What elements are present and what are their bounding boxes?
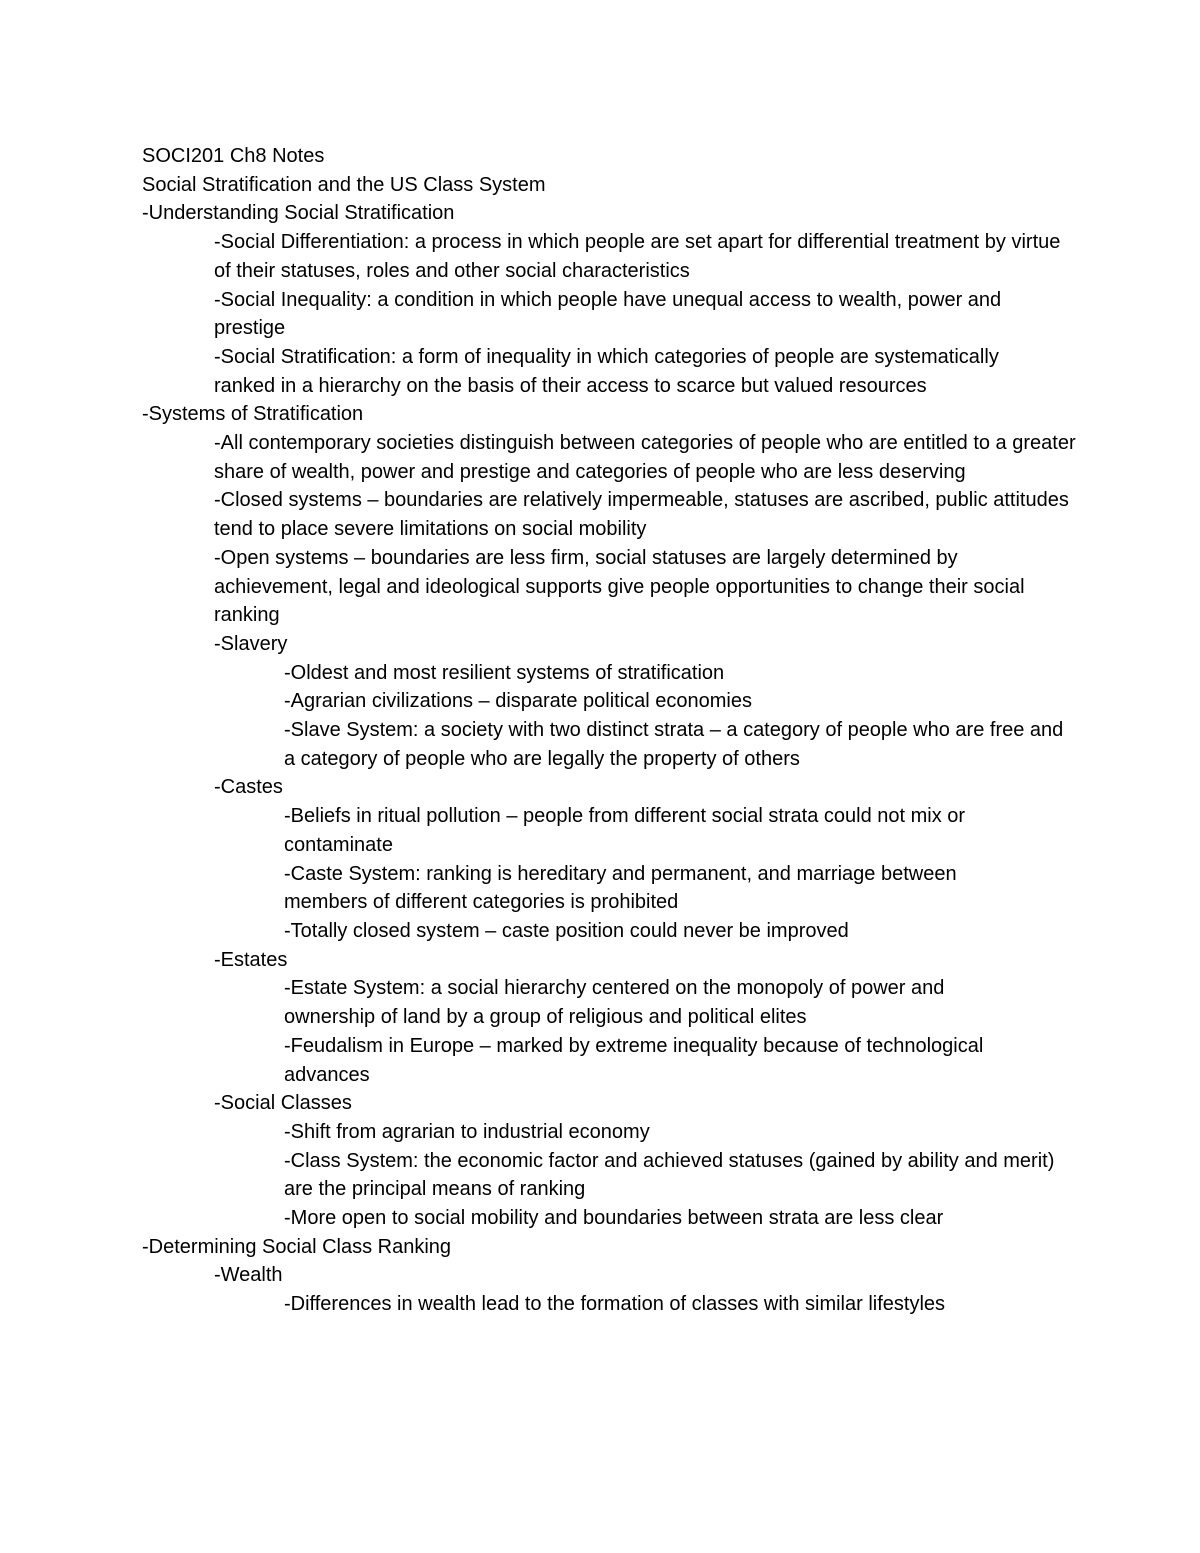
note-item: -Slave System: a society with two distinct strata – a category of people who are free and a category of people who are legally the property of others	[284, 719, 1064, 770]
document-title: SOCI201 Ch8 Notes	[142, 145, 325, 167]
subsection-heading-social-classes: -Social Classes	[214, 1092, 352, 1115]
note-item: -Differences in wealth lead to the formation of classes with similar lifestyles	[284, 1293, 946, 1316]
note-item: -Social Inequality: a condition in which people have unequal access to wealth, power and prestige	[214, 288, 1002, 340]
note-item: -Agrarian civilizations – disparate political economies	[284, 690, 752, 713]
note-item: -Estate System: a social hierarchy centered on the monopoly of power and ownership of land by a group of religious and political elites	[284, 977, 945, 1029]
note-item: -Open systems – boundaries are less firm, social statuses are largely determined by achievement, legal and ideological supports give people opportunities to change their social ranking	[214, 546, 1025, 627]
note-item: -Feudalism in Europe – marked by extreme inequality because of technological advances	[284, 1034, 984, 1086]
document-body	[142, 142, 1082, 1319]
note-item: -Social Stratification: a form of inequality in which categories of people are systematically ranked in a hierarchy on the basis of their access to scarce but valued resources	[214, 345, 999, 397]
note-item: -Beliefs in ritual pollution – people from different social strata could not mix or contaminate	[284, 805, 966, 856]
note-item: -Shift from agrarian to industrial economy	[284, 1120, 650, 1143]
subsection-heading-wealth: -Wealth	[214, 1264, 283, 1287]
subsection-heading-estates: -Estates	[214, 948, 288, 971]
note-item: -Closed systems – boundaries are relatively impermeable, statuses are ascribed, public attitudes tend to place severe limitations on social mobility	[214, 489, 1069, 541]
note-item: -Caste System: ranking is hereditary and permanent, and marriage between members of different categories is prohibited	[284, 862, 957, 914]
section-heading-systems: -Systems of Stratification	[142, 403, 364, 426]
subsection-heading-slavery: -Slavery	[214, 632, 288, 655]
note-item: -Class System: the economic factor and achieved statuses (gained by ability and merit) are the principal means of ranking	[284, 1149, 1055, 1201]
note-item: -Social Differentiation: a process in which people are set apart for differential treatment by virtue of their statuses, roles and other social characteristics	[214, 231, 1061, 282]
section-heading-understanding: -Understanding Social Stratification	[142, 202, 455, 225]
subsection-heading-castes: -Castes	[214, 776, 283, 799]
section-heading-determining: -Determining Social Class Ranking	[142, 1235, 452, 1258]
note-item: -Oldest and most resilient systems of stratification	[284, 661, 725, 684]
note-item: -Totally closed system – caste position could never be improved	[284, 919, 849, 942]
document-subtitle: Social Stratification and the US Class System	[142, 173, 546, 196]
note-item: -More open to social mobility and boundaries between strata are less clear	[284, 1207, 944, 1230]
note-item: -All contemporary societies distinguish between categories of people who are entitled to a greater share of wealth, power and prestige and categories of people who are less deserving	[214, 432, 1076, 483]
